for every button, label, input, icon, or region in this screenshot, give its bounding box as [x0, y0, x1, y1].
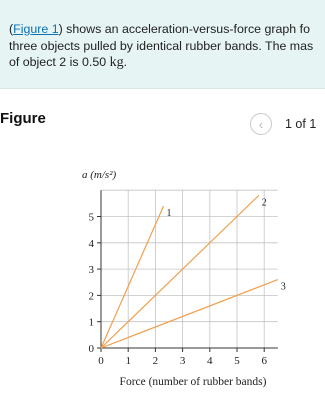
y-axis-label: a (m/s²)	[82, 169, 117, 181]
y-tick-label: 2	[88, 290, 94, 303]
figure-title: Figure	[0, 110, 46, 127]
series-line-1	[101, 206, 164, 348]
problem-line-1-text: ) shows an acceleration-versus-force graph fo	[58, 22, 310, 36]
problem-line-3-end: .	[123, 55, 128, 69]
x-tick-label: 5	[234, 355, 240, 367]
figure-link[interactable]: Figure 1	[13, 22, 59, 36]
x-axis-label: Force (number of rubber bands)	[119, 376, 267, 388]
y-tick-label: 5	[88, 211, 94, 224]
chevron-left-icon: ‹	[258, 116, 264, 132]
series-label-2: 2	[261, 197, 267, 209]
problem-line-1: (Figure 1) shows an acceleration-versus-force graph fo	[9, 22, 310, 36]
problem-line-3	[9, 54, 325, 72]
problem-line-3-text: of object 2 is 0.50	[9, 55, 110, 69]
x-tick-label: 2	[152, 355, 159, 367]
x-tick-label: 3	[179, 355, 186, 367]
previous-figure-button[interactable]	[250, 113, 272, 135]
y-tick-label: 0	[88, 343, 94, 355]
problem-statement	[0, 0, 325, 89]
figure-page-count: 1 of 1	[285, 117, 317, 131]
series-line-3	[101, 280, 278, 348]
y-tick-label: 4	[88, 237, 94, 250]
acceleration-force-chart	[0, 150, 325, 401]
series-line-2	[101, 195, 259, 348]
x-tick-label: 4	[207, 355, 213, 367]
problem-line-2: three objects pulled by identical rubber bands. The mas	[9, 38, 314, 53]
x-tick-label: 6	[261, 355, 267, 367]
x-tick-label: 1	[125, 355, 131, 367]
series-label-3: 3	[280, 281, 286, 293]
series-label-1: 1	[166, 207, 172, 219]
y-tick-label: 3	[88, 264, 94, 277]
mass-unit: kg	[109, 55, 124, 70]
x-tick-label: 0	[98, 355, 104, 367]
y-tick-label: 1	[88, 316, 94, 329]
